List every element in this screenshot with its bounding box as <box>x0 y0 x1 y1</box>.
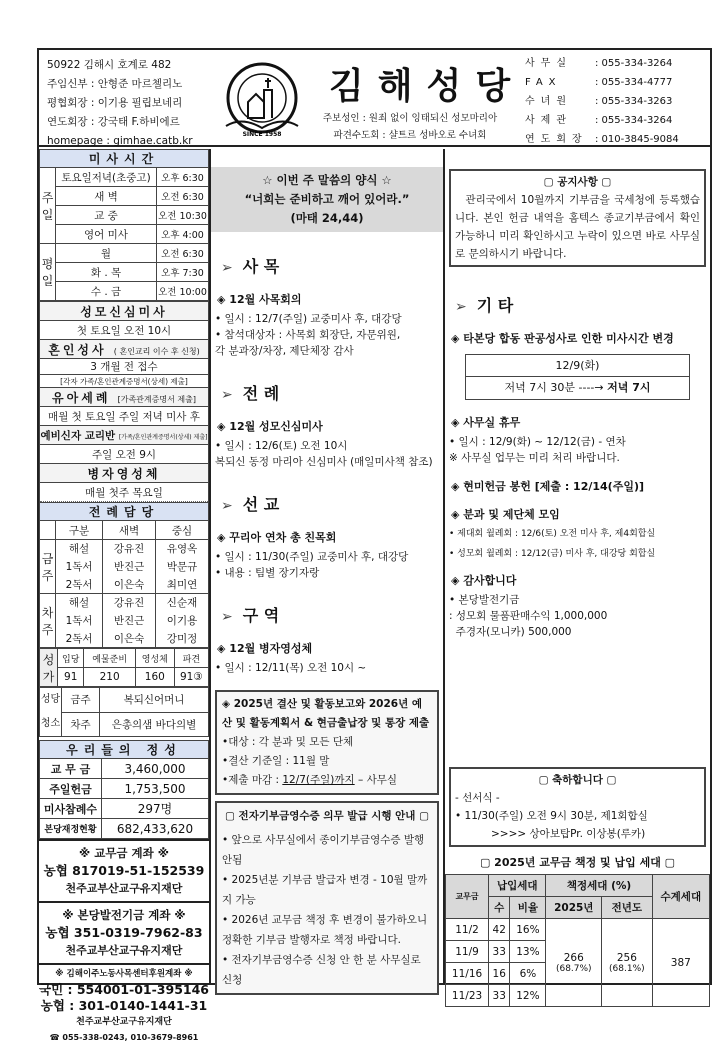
liturgy-head: 새벽 <box>103 521 156 540</box>
account-number: 농협 : 301-0140-1441-31 <box>40 998 208 1013</box>
liturgy-cell: 강유진 <box>103 594 156 612</box>
info-line: 50922 김해시 호계로 482 <box>47 59 172 71</box>
schedule-change <box>465 354 690 400</box>
congrats-line: • 11/30(주일) 오전 9시 30분, 제1회합실 <box>455 810 648 822</box>
account-phone: ☎ 055-338-0243, 010-3679-8961 <box>49 1033 199 1042</box>
liturgy-head: 구분 <box>56 521 103 540</box>
arrow-icon: ➢ <box>221 498 233 514</box>
tithe-cell: 6% <box>510 963 546 985</box>
liturgy-cell: 강미정 <box>156 630 209 648</box>
account-number: 농협 351-0319-7962-83 <box>45 925 203 940</box>
new-time: 저녁 7시 <box>607 381 651 394</box>
offering-row <box>40 779 209 799</box>
baptism-note: [가족관계증명서 제출] <box>117 394 196 404</box>
item-title: ◈ 분과 및 제단체 모임 <box>451 508 560 521</box>
offering-title: 우리들의 정성 <box>40 741 209 759</box>
cleaning-label: 성당청소 <box>40 688 62 737</box>
arrow-icon: ➢ <box>221 260 233 276</box>
section-etc <box>455 293 710 316</box>
marian-value: 첫 토요일 오전 10시 <box>40 321 209 340</box>
liturgy-cell: 1독서 <box>56 558 103 576</box>
marriage-value: 3 개월 전 접수 <box>40 359 209 375</box>
mass-title: 미사시간 <box>40 150 209 168</box>
account-number: 국민 : 554001-01-395146 <box>39 982 209 997</box>
contact-value: : 055-334-3264 <box>595 115 673 126</box>
sick-value: 매월 첫주 목요일 <box>40 483 209 502</box>
tithe-cell: 11/23 <box>446 985 489 1007</box>
mass-row <box>40 282 209 301</box>
contact-row <box>525 92 679 111</box>
mass-time: 오전 10:00 <box>157 282 209 301</box>
religious-order: 파견수도회 : 샬트르 성바오로 수녀회 <box>333 130 487 141</box>
th: 2025년 <box>546 897 602 919</box>
budget-box <box>215 690 439 795</box>
baptism-value: 매월 첫 토요일 주일 저녁 미사 후 <box>40 407 209 426</box>
item-line: • 일시 : 12/9(화) ~ 12/12(금) - 연차 <box>449 436 626 448</box>
tithe-table <box>445 874 710 1007</box>
contact-label: 연도회장 <box>525 134 588 145</box>
info-line: homepage : gimhae.catb.kr <box>47 135 193 147</box>
contact-row <box>525 54 679 73</box>
tithe-section <box>445 854 710 1007</box>
contact-value: : 055-334-3263 <box>595 96 673 107</box>
mass-time: 오후 7:30 <box>157 263 209 282</box>
liturgy-title: 전례담당 <box>40 503 209 521</box>
baptism-label: 유아세례 <box>52 390 111 405</box>
percent: (68.7%) <box>555 963 592 974</box>
contact-label: 사제관 <box>525 115 572 126</box>
receipt-box <box>215 801 439 995</box>
tithe-cell: 12% <box>510 985 546 1007</box>
item-title: ◈ 타본당 합동 판공성사로 인한 미사시간 변경 <box>451 332 674 345</box>
mass-name: 토요일저녁(초중고) <box>56 168 157 187</box>
value: 256 <box>616 951 637 964</box>
hymn-table <box>39 648 209 687</box>
account-title: ※ 본당발전기금 계좌 ※ <box>62 908 186 922</box>
notice-text: 관리국에서 10월까지 기부금을 국세청에 등록했습니다. 본인 헌금 내역을 홈텍스 종교기부금에서 확인 가능하니 미리 확인하시고 누락이 있으면 바로 사무실로 문의하시기 바랍니다. <box>455 194 700 260</box>
th: 책정세대 (%) <box>546 875 652 897</box>
tithe-title: ▢ 2025년 교무금 책정 및 납입 세대 ▢ <box>479 856 676 869</box>
offering-table <box>39 740 209 839</box>
budget-deadline <box>222 771 432 790</box>
tithe-cell: 33 <box>489 941 510 963</box>
parish-title: 김해성당 <box>329 66 525 107</box>
info-line: 연도회장 : 강국태 F.하비에르 <box>47 116 180 128</box>
liturgy-row <box>40 612 209 630</box>
marriage-docs: [각자 가족/혼인관계증명서(상세) 제출] <box>40 375 209 388</box>
assigned-prev <box>602 919 653 1007</box>
hymn-head: 파견 <box>174 649 208 668</box>
change-time <box>466 377 689 399</box>
deadline-place: – 사무실 <box>354 774 398 786</box>
section-title: 전 례 <box>242 384 280 403</box>
sacraments-table <box>39 301 209 502</box>
weekly-verse <box>211 167 443 232</box>
hymn-number: 91 <box>58 668 84 687</box>
liturgy-row <box>40 630 209 648</box>
mass-times-table <box>39 149 209 301</box>
receipt-line: • 전자기부금영수증 신청 안 한 분 사무실로 신청 <box>222 954 421 986</box>
hymn-number: 91③ <box>174 668 208 687</box>
liturgy-row <box>40 576 209 594</box>
offering-value: 3,460,000 <box>102 759 209 779</box>
liturgy-cell: 강유진 <box>103 540 156 558</box>
info-line: 주임신부 : 안형준 마르첼리노 <box>47 78 183 90</box>
liturgy-row <box>40 594 209 612</box>
tithe-cell: 16 <box>489 963 510 985</box>
contact-row <box>525 73 679 92</box>
budget-title: ◈ 2025년 결산 및 활동보고와 2026년 예산 및 활동계획서 & 현금출납장 및 통장 제출 <box>222 698 430 729</box>
liturgy-table <box>39 502 209 648</box>
offering-row <box>40 799 209 819</box>
mass-row <box>40 168 209 187</box>
patron: 주보성인 : 원죄 없이 잉태되신 성모마리아 <box>322 113 498 124</box>
parish-logo <box>222 60 302 140</box>
liturgy-cell: 해설 <box>56 540 103 558</box>
clean-week: 차주 <box>62 712 100 737</box>
mass-row <box>40 244 209 263</box>
th: 수계세대 <box>652 875 709 919</box>
hymn-head: 입당 <box>58 649 84 668</box>
middle-column <box>211 149 445 985</box>
week-label: 금주 <box>40 540 56 594</box>
item-line: • 성모회 월례회 : 12/12(금) 미사 후, 대강당 회합실 <box>449 549 656 559</box>
mass-name: 화 . 목 <box>56 263 157 282</box>
contacts <box>525 54 679 149</box>
item-line: • 일시 : 12/11(목) 오전 10시 ~ <box>215 662 367 674</box>
tithe-cell: 42 <box>489 919 510 941</box>
section-title: 선 교 <box>242 495 280 514</box>
parish-sub <box>315 110 505 144</box>
clean-week: 금주 <box>62 688 100 713</box>
hymn-label: 성가 <box>40 649 58 687</box>
congrats-box <box>449 767 706 847</box>
account-title: ※ 교무금 계좌 ※ <box>79 846 169 860</box>
receipt-title: ▢ 전자기부금영수증 의무 발급 시행 안내 ▢ <box>224 810 430 822</box>
item-line: 복되신 동정 마리아 신심미사 (매일미사책 참조) <box>215 456 433 468</box>
item-title: ◈ 12월 사목회의 <box>217 293 302 306</box>
weekday-label: 평일 <box>40 244 56 301</box>
verse-text: “너희는 준비하고 깨어 있어라.” <box>244 192 410 206</box>
account-block <box>39 963 209 1049</box>
congrats-line: - 선서식 - <box>455 792 500 804</box>
account-owner: 천주교부산교구유지재단 <box>65 882 183 895</box>
tithe-cell: 33 <box>489 985 510 1007</box>
contact-value: : 055-334-4777 <box>595 77 673 88</box>
catechumen-note: [가족/혼인관계증명서(상세) 제출] <box>118 433 208 441</box>
liturgy-cell: 이기용 <box>156 612 209 630</box>
change-date: 12/9(화) <box>466 355 689 377</box>
value: 266 <box>563 951 584 964</box>
accounts <box>39 839 209 1049</box>
mass-name: 수 . 금 <box>56 282 157 301</box>
mass-name: 교 중 <box>56 206 157 225</box>
liturgy-cell: 신순재 <box>156 594 209 612</box>
liturgy-cell: 반진근 <box>103 558 156 576</box>
sunday-label: 주일 <box>40 168 56 244</box>
congrats-title: ▢ 축하합니다 ▢ <box>538 774 617 786</box>
tithe-cell: 11/2 <box>446 919 489 941</box>
parish-info <box>47 56 193 151</box>
section-title: 구 역 <box>242 606 280 625</box>
marriage-note: ( 혼인교리 이수 후 신청) <box>113 346 200 356</box>
hymn-number: 210 <box>84 668 135 687</box>
liturgy-row <box>40 540 209 558</box>
assigned-2025 <box>546 919 602 1007</box>
arrow-icon: ➢ <box>455 299 467 315</box>
liturgy-cell: 반진근 <box>103 612 156 630</box>
catechumen-value: 주일 오전 9시 <box>40 445 209 464</box>
liturgy-head: 중심 <box>156 521 209 540</box>
old-time: 저녁 7시 30분 ----→ <box>504 381 608 394</box>
mass-name: 새 벽 <box>56 187 157 206</box>
verse-ref: (마태 24,44) <box>290 211 364 225</box>
hymn-head: 예물준비 <box>84 649 135 668</box>
liturgy-cell: 해설 <box>56 594 103 612</box>
liturgy-cell: 이은숙 <box>103 576 156 594</box>
header <box>39 50 710 147</box>
contact-label: 사무실 <box>525 58 572 69</box>
mass-time: 오전 10:30 <box>157 206 209 225</box>
item-title: ◈ 현미헌금 봉헌 [제출 : 12/14(주일)] <box>451 480 645 493</box>
tithe-cell: 13% <box>510 941 546 963</box>
item-title: ◈ 12월 성모신심미사 <box>217 420 323 433</box>
info-line: 평협회장 : 이기용 필립보네리 <box>47 97 183 109</box>
baptism-title <box>40 388 209 407</box>
verse-heading: ☆ 이번 주 말씀의 양식 ☆ <box>262 173 392 187</box>
account-block <box>39 901 209 963</box>
mass-row <box>40 263 209 282</box>
offering-value: 1,753,500 <box>102 779 209 799</box>
mass-name: 영어 미사 <box>56 225 157 244</box>
offering-label: 주일헌금 <box>40 779 102 799</box>
mass-time: 오전 6:30 <box>157 187 209 206</box>
catechumen-title <box>40 426 209 445</box>
arrow-icon: ➢ <box>221 387 233 403</box>
th: 비율 <box>510 897 546 919</box>
mass-name: 월 <box>56 244 157 263</box>
budget-line: •대상 : 각 분과 및 모든 단체 <box>222 736 354 748</box>
tithe-cell: 11/16 <box>446 963 489 985</box>
liturgy-cell: 2독서 <box>56 576 103 594</box>
deadline-label: •제출 마감 : <box>222 774 283 786</box>
hymn-number: 160 <box>135 668 174 687</box>
deadline-date: 12/7(주일)까지 <box>282 774 355 786</box>
item-line: • 일시 : 12/6(토) 오전 10시 <box>215 440 348 452</box>
account-owner: 천주교부산교구유지재단 <box>65 944 183 957</box>
th: 납입세대 <box>489 875 546 897</box>
notice-box <box>449 169 706 267</box>
marriage-title <box>40 340 209 359</box>
svg-text:SINCE 1958: SINCE 1958 <box>242 131 282 138</box>
congrats-line: >>>> 상아보탑Pr. 이상봉(루카) <box>491 828 646 840</box>
sick-title: 병자영성체 <box>40 464 209 483</box>
offering-label: 교 무 금 <box>40 759 102 779</box>
item-line: ※ 사무실 업무는 미리 처리 바랍니다. <box>449 452 620 464</box>
catechumen-label: 예비신자 교리반 <box>40 429 116 442</box>
contact-row <box>525 111 679 130</box>
contact-label: FAX <box>525 77 562 88</box>
offering-row <box>40 819 209 839</box>
mass-row <box>40 187 209 206</box>
account-title: ※ 김해이주노동사목센터후원계좌 ※ <box>55 969 193 979</box>
item-line: • 참석대상자 : 사목회 회장단, 자문위원, <box>215 329 401 341</box>
item-title: ◈ 12월 병자영성체 <box>217 642 313 655</box>
receipt-line: • 2025년분 기부금 발급자 변경 - 10월 말까지 가능 <box>222 874 428 906</box>
clean-group: 복되신어머니 <box>100 688 209 713</box>
hymn-head: 영성체 <box>135 649 174 668</box>
account-block <box>39 839 209 901</box>
tithe-cell: 11/9 <box>446 941 489 963</box>
mass-time: 오전 6:30 <box>157 244 209 263</box>
bulletin <box>37 48 712 1042</box>
mass-row <box>40 206 209 225</box>
clean-group: 은총의샘 바다의별 <box>100 712 209 737</box>
liturgy-cell: 이은숙 <box>103 630 156 648</box>
offering-value: 297명 <box>102 799 209 819</box>
percent: (68.1%) <box>609 963 645 974</box>
section-heading <box>221 492 443 515</box>
liturgy-cell: 1독서 <box>56 612 103 630</box>
total-households: 387 <box>652 919 709 1007</box>
liturgy-cell: 2독서 <box>56 630 103 648</box>
offering-row <box>40 759 209 779</box>
item-line: 각 분과장/차장, 제단체장 감사 <box>215 345 354 357</box>
liturgy-cell: 최미연 <box>156 576 209 594</box>
item-line: 주경자(모니카) 500,000 <box>449 626 572 638</box>
account-owner: 천주교부산교구유지재단 <box>76 1017 172 1027</box>
contact-row <box>525 130 679 149</box>
arrow-icon: ➢ <box>221 609 233 625</box>
th: 교무금 <box>446 875 489 919</box>
liturgy-cell: 유영옥 <box>156 540 209 558</box>
section-title: 기 타 <box>476 296 514 315</box>
contact-value: : 010-3845-9084 <box>595 134 679 145</box>
section-title: 사 목 <box>242 257 280 276</box>
contact-label: 수녀원 <box>525 96 572 107</box>
receipt-line: • 앞으로 사무실에서 종이기부금영수증 발행 안됨 <box>222 834 425 866</box>
offering-value: 682,433,620 <box>102 819 209 839</box>
notice-title: ▢ 공지사항 ▢ <box>543 176 612 188</box>
item-title: ◈ 사무실 휴무 <box>451 416 521 429</box>
offering-label: 미사참례수 <box>40 799 102 819</box>
section-heading <box>221 603 443 626</box>
th: 수 <box>489 897 510 919</box>
left-column <box>39 149 211 1042</box>
mass-time: 오후 4:00 <box>157 225 209 244</box>
tithe-row <box>446 919 710 941</box>
cleaning-table <box>39 687 209 737</box>
section-heading <box>221 254 443 277</box>
item-line: • 일시 : 12/7(주일) 교중미사 후, 대강당 <box>215 313 402 325</box>
week-label: 차주 <box>40 594 56 648</box>
mass-row <box>40 225 209 244</box>
item-line: • 내용 : 팀별 장기자랑 <box>215 567 320 579</box>
liturgy-row <box>40 558 209 576</box>
item-title: ◈ 감사합니다 <box>451 574 517 587</box>
item-title: ◈ 꾸리아 연차 총 친목회 <box>217 531 337 544</box>
section-heading <box>221 381 443 404</box>
th: 전년도 <box>602 897 653 919</box>
offering-label: 본당재정현황 <box>40 819 102 839</box>
marian-title: 성모신심미사 <box>40 302 209 321</box>
liturgy-cell: 박문규 <box>156 558 209 576</box>
item-line: • 본당발전기금 <box>449 594 520 606</box>
item-line: : 성모회 물품판매수익 1,000,000 <box>449 610 608 622</box>
item-line: • 제대회 월례회 : 12/6(토) 오전 미사 후, 제4회합실 <box>449 529 656 539</box>
item-line: • 일시 : 11/30(주일) 교중미사 후, 대강당 <box>215 551 409 563</box>
account-number: 농협 817019-51-152539 <box>43 863 205 878</box>
mass-time: 오후 6:30 <box>157 168 209 187</box>
contact-value: : 055-334-3264 <box>595 58 673 69</box>
marriage-label: 혼인성사 <box>48 342 107 357</box>
budget-line: •결산 기준일 : 11월 말 <box>222 755 330 767</box>
tithe-cell: 16% <box>510 919 546 941</box>
receipt-line: • 2026년 교무금 책정 후 변경이 불가하오니 정확한 기부금 발행자로 책정 바랍니다. <box>222 914 428 946</box>
right-column <box>445 149 710 1002</box>
